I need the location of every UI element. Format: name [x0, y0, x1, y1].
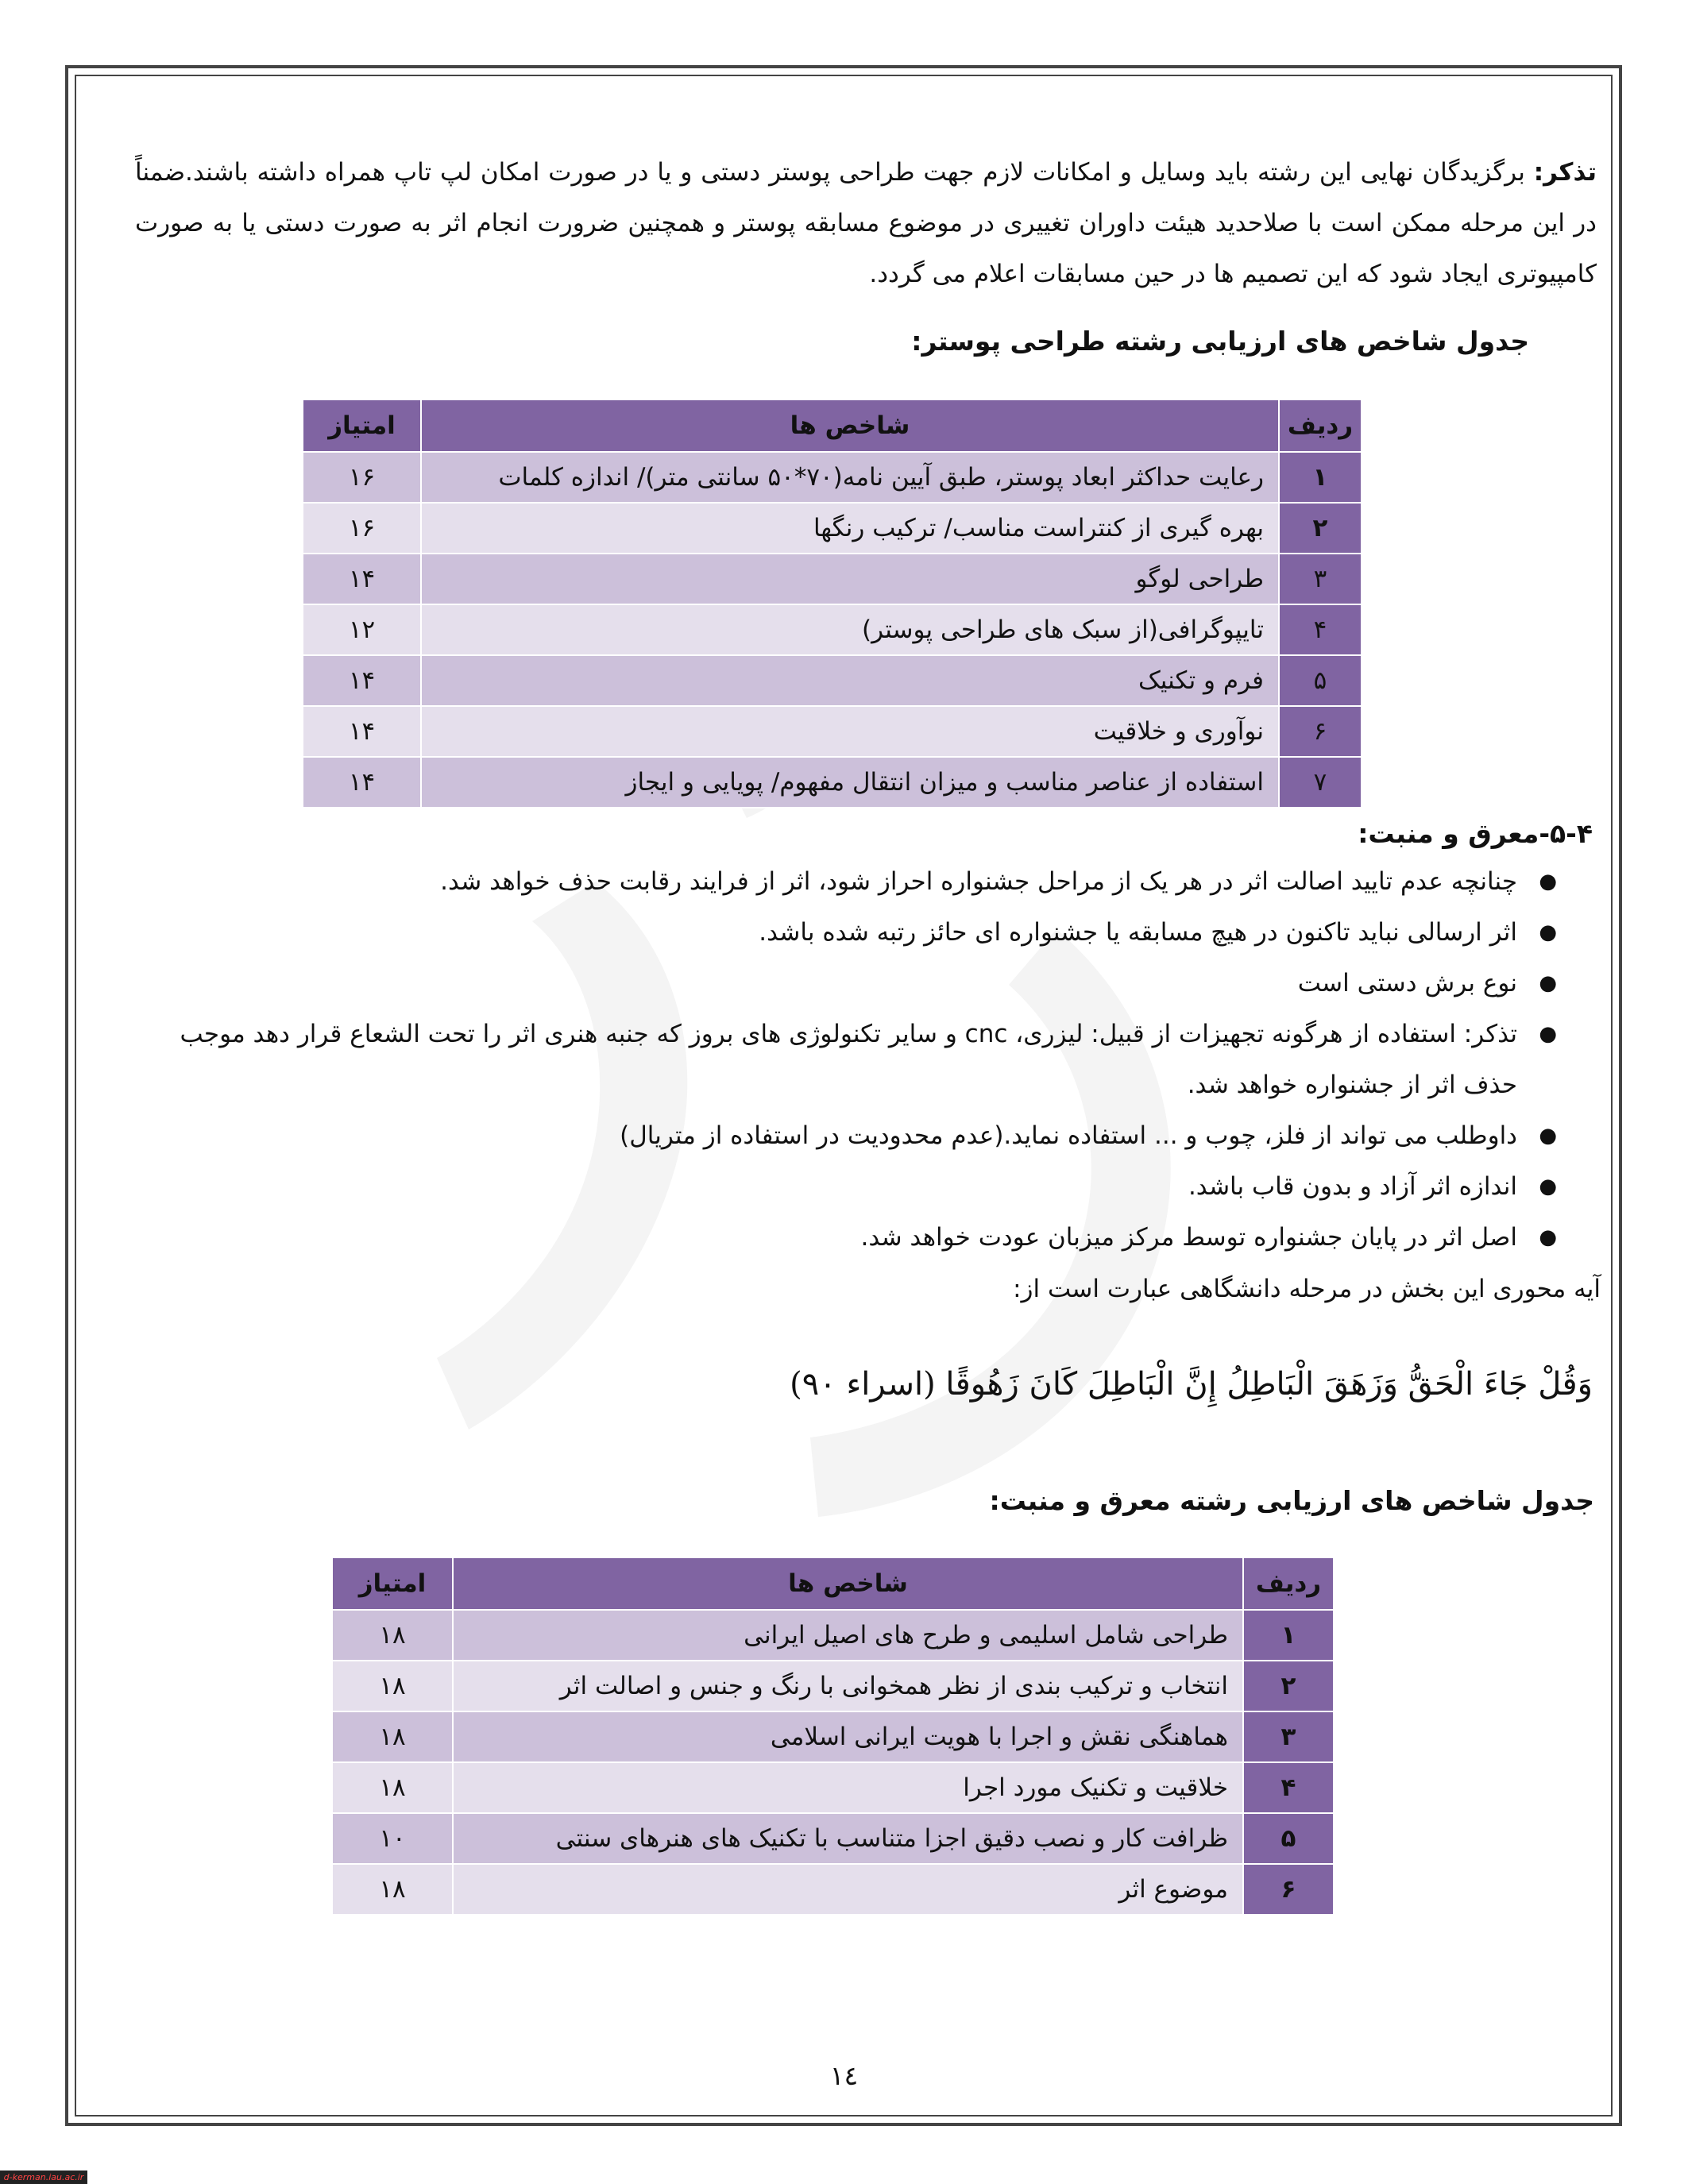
list-item-text: نوع برش دستی است: [1297, 969, 1517, 997]
row-score: ۱۴: [303, 655, 421, 706]
row-criteria: انتخاب و ترکیب بندی از نظر همخوانی با رنگ و جنس و اصالت اثر: [453, 1661, 1243, 1711]
row-score: ۱۴: [303, 757, 421, 808]
table-row: [332, 1711, 1334, 1762]
row-criteria: نوآوری و خلاقیت: [421, 706, 1279, 757]
bullet-icon: ●: [1539, 870, 1557, 893]
list-item: [135, 907, 1565, 958]
row-criteria: طراحی شامل اسلیمی و طرح های اصیل ایرانی: [453, 1610, 1243, 1661]
row-criteria: موضوع اثر: [453, 1864, 1243, 1915]
list-item-text: اصل اثر در پایان جشنواره توسط مرکز میزبان عودت خواهد شد.: [860, 1223, 1517, 1252]
row-score: ۱۸: [332, 1610, 453, 1661]
note-text: برگزیدگان نهایی این رشته باید وسایل و امکانات لازم جهت طراحی پوستر دستی و یا در صورت امکان لپ تاپ همراه داشته باشند.ضمناً در این مرحله ممکن است با صلاحدید هیئت داوران تغییری در موضوع مسابقه پوستر و همچنین ضرورت انجام اثر به صورت دستی یا به صورت کامپیوتری ایجاد شود که این تصمیم ها در حین مسابقات اعلام می گردد.: [135, 158, 1597, 288]
row-criteria: طراحی لوگو: [421, 554, 1279, 604]
table-row: [332, 1864, 1334, 1915]
row-criteria: رعایت حداکثر ابعاد پوستر، طبق آیین نامه(۷۰*۵۰ سانتی متر)/ اندازه کلمات: [421, 452, 1279, 503]
row-number: ۵: [1243, 1813, 1334, 1864]
section-heading: ۵-۴-معرق و منبت:: [1358, 818, 1593, 849]
row-score: ۱۸: [332, 1864, 453, 1915]
header-row-number: ردیف: [1243, 1557, 1334, 1610]
row-score: ۱۰: [332, 1813, 453, 1864]
row-number: ۳: [1243, 1711, 1334, 1762]
footer-logo: d-kerman.iau.ac.ir: [0, 2170, 87, 2184]
bullet-icon: ●: [1539, 1022, 1557, 1046]
list-item-text: چنانچه عدم تایید اصالت اثر در هر یک از مراحل جشنواره احراز شود، اثر از فرایند رقابت حذف خواهد شد.: [440, 867, 1517, 896]
list-item: [135, 856, 1565, 907]
row-number: ۲: [1243, 1661, 1334, 1711]
row-score: ۱۶: [303, 452, 421, 503]
table-row: [303, 604, 1362, 655]
row-number: ۶: [1279, 706, 1362, 757]
row-criteria: ظرافت کار و نصب دقیق اجزا متناسب با تکنیک های هنرهای سنتی: [453, 1813, 1243, 1864]
row-score: ۱۲: [303, 604, 421, 655]
row-criteria: تایپوگرافی(از سبک های طراحی پوستر): [421, 604, 1279, 655]
row-criteria: خلاقیت و تکنیک مورد اجرا: [453, 1762, 1243, 1813]
poster-criteria-table: [302, 399, 1362, 808]
rules-list: [135, 856, 1565, 1263]
row-number: ۲: [1279, 503, 1362, 554]
row-score: ۱۸: [332, 1661, 453, 1711]
table-row: [332, 1762, 1334, 1813]
header-score: امتیاز: [332, 1557, 453, 1610]
note-label: تذکر:: [1533, 158, 1597, 187]
list-item-text: اثر ارسالی نباید تاکنون در هیچ مسابقه یا جشنواره ای حائز رتبه شده باشد.: [759, 918, 1517, 947]
table1-heading: جدول شاخص های ارزیابی رشته طراحی پوستر:: [911, 326, 1529, 357]
header-row-number: ردیف: [1279, 399, 1362, 452]
row-number: ۳: [1279, 554, 1362, 604]
note-paragraph: [135, 147, 1597, 299]
row-number: ۱: [1243, 1610, 1334, 1661]
row-number: ۴: [1243, 1762, 1334, 1813]
list-item-text: اندازه اثر آزاد و بدون قاب باشد.: [1188, 1172, 1517, 1201]
verse-intro: آیه محوری این بخش در مرحله دانشگاهی عبارت است از:: [1013, 1275, 1601, 1303]
row-number: ۵: [1279, 655, 1362, 706]
table-row: [303, 706, 1362, 757]
bullet-icon: ●: [1539, 920, 1557, 944]
page-number: ۱٤: [829, 2060, 859, 2091]
bullet-icon: ●: [1539, 971, 1557, 995]
table2-heading: جدول شاخص های ارزیابی رشته معرق و منبت:: [989, 1485, 1594, 1516]
table-row: [303, 503, 1362, 554]
marquetry-criteria-table: [331, 1557, 1335, 1916]
header-criteria: شاخص ها: [421, 399, 1279, 452]
row-score: ۱۸: [332, 1762, 453, 1813]
list-item-text: داوطلب می تواند از فلز، چوب و ... استفاده نماید.(عدم محدودیت در استفاده از متریال): [620, 1121, 1517, 1150]
table-header-row: [303, 399, 1362, 452]
row-number: ۴: [1279, 604, 1362, 655]
list-item: [135, 958, 1565, 1009]
row-criteria: استفاده از عناصر مناسب و میزان انتقال مفهوم/ پویایی و ایجاز: [421, 757, 1279, 808]
row-number: ۷: [1279, 757, 1362, 808]
bullet-icon: ●: [1539, 1225, 1557, 1249]
table-row: [303, 757, 1362, 808]
row-score: ۱۴: [303, 554, 421, 604]
list-item: [135, 1009, 1565, 1110]
row-score: ۱۸: [332, 1711, 453, 1762]
bullet-icon: ●: [1539, 1124, 1557, 1148]
row-number: ۱: [1279, 452, 1362, 503]
table-row: [332, 1661, 1334, 1711]
row-criteria: هماهنگی نقش و اجرا با هویت ایرانی اسلامی: [453, 1711, 1243, 1762]
list-item: [135, 1212, 1565, 1263]
quran-verse: وَقُلْ جَاءَ الْحَقُّ وَزَهَقَ الْبَاطِلُ إِنَّ الْبَاطِلَ كَانَ زَهُوقًا (اسراء ۹۰): [790, 1366, 1593, 1403]
table-row: [303, 554, 1362, 604]
list-item: [135, 1161, 1565, 1212]
row-criteria: بهره گیری از کنتراست مناسب/ ترکیب رنگها: [421, 503, 1279, 554]
row-criteria: فرم و تکنیک: [421, 655, 1279, 706]
row-score: ۱۴: [303, 706, 421, 757]
table-row: [303, 655, 1362, 706]
header-criteria: شاخص ها: [453, 1557, 1243, 1610]
table-header-row: [332, 1557, 1334, 1610]
bullet-icon: ●: [1539, 1175, 1557, 1198]
row-score: ۱۶: [303, 503, 421, 554]
list-item: [135, 1110, 1565, 1161]
row-number: ۶: [1243, 1864, 1334, 1915]
header-score: امتیاز: [303, 399, 421, 452]
table-row: [332, 1610, 1334, 1661]
list-item-text: تذکر: استفاده از هرگونه تجهیزات از قبیل: لیزری، cnc و سایر تکنولوژی های بروز که جنبه هنری اثر را تحت الشعاع قرار دهد موجب حذف اثر از جشنواره خواهد شد.: [180, 1020, 1517, 1099]
table-row: [303, 452, 1362, 503]
table-row: [332, 1813, 1334, 1864]
